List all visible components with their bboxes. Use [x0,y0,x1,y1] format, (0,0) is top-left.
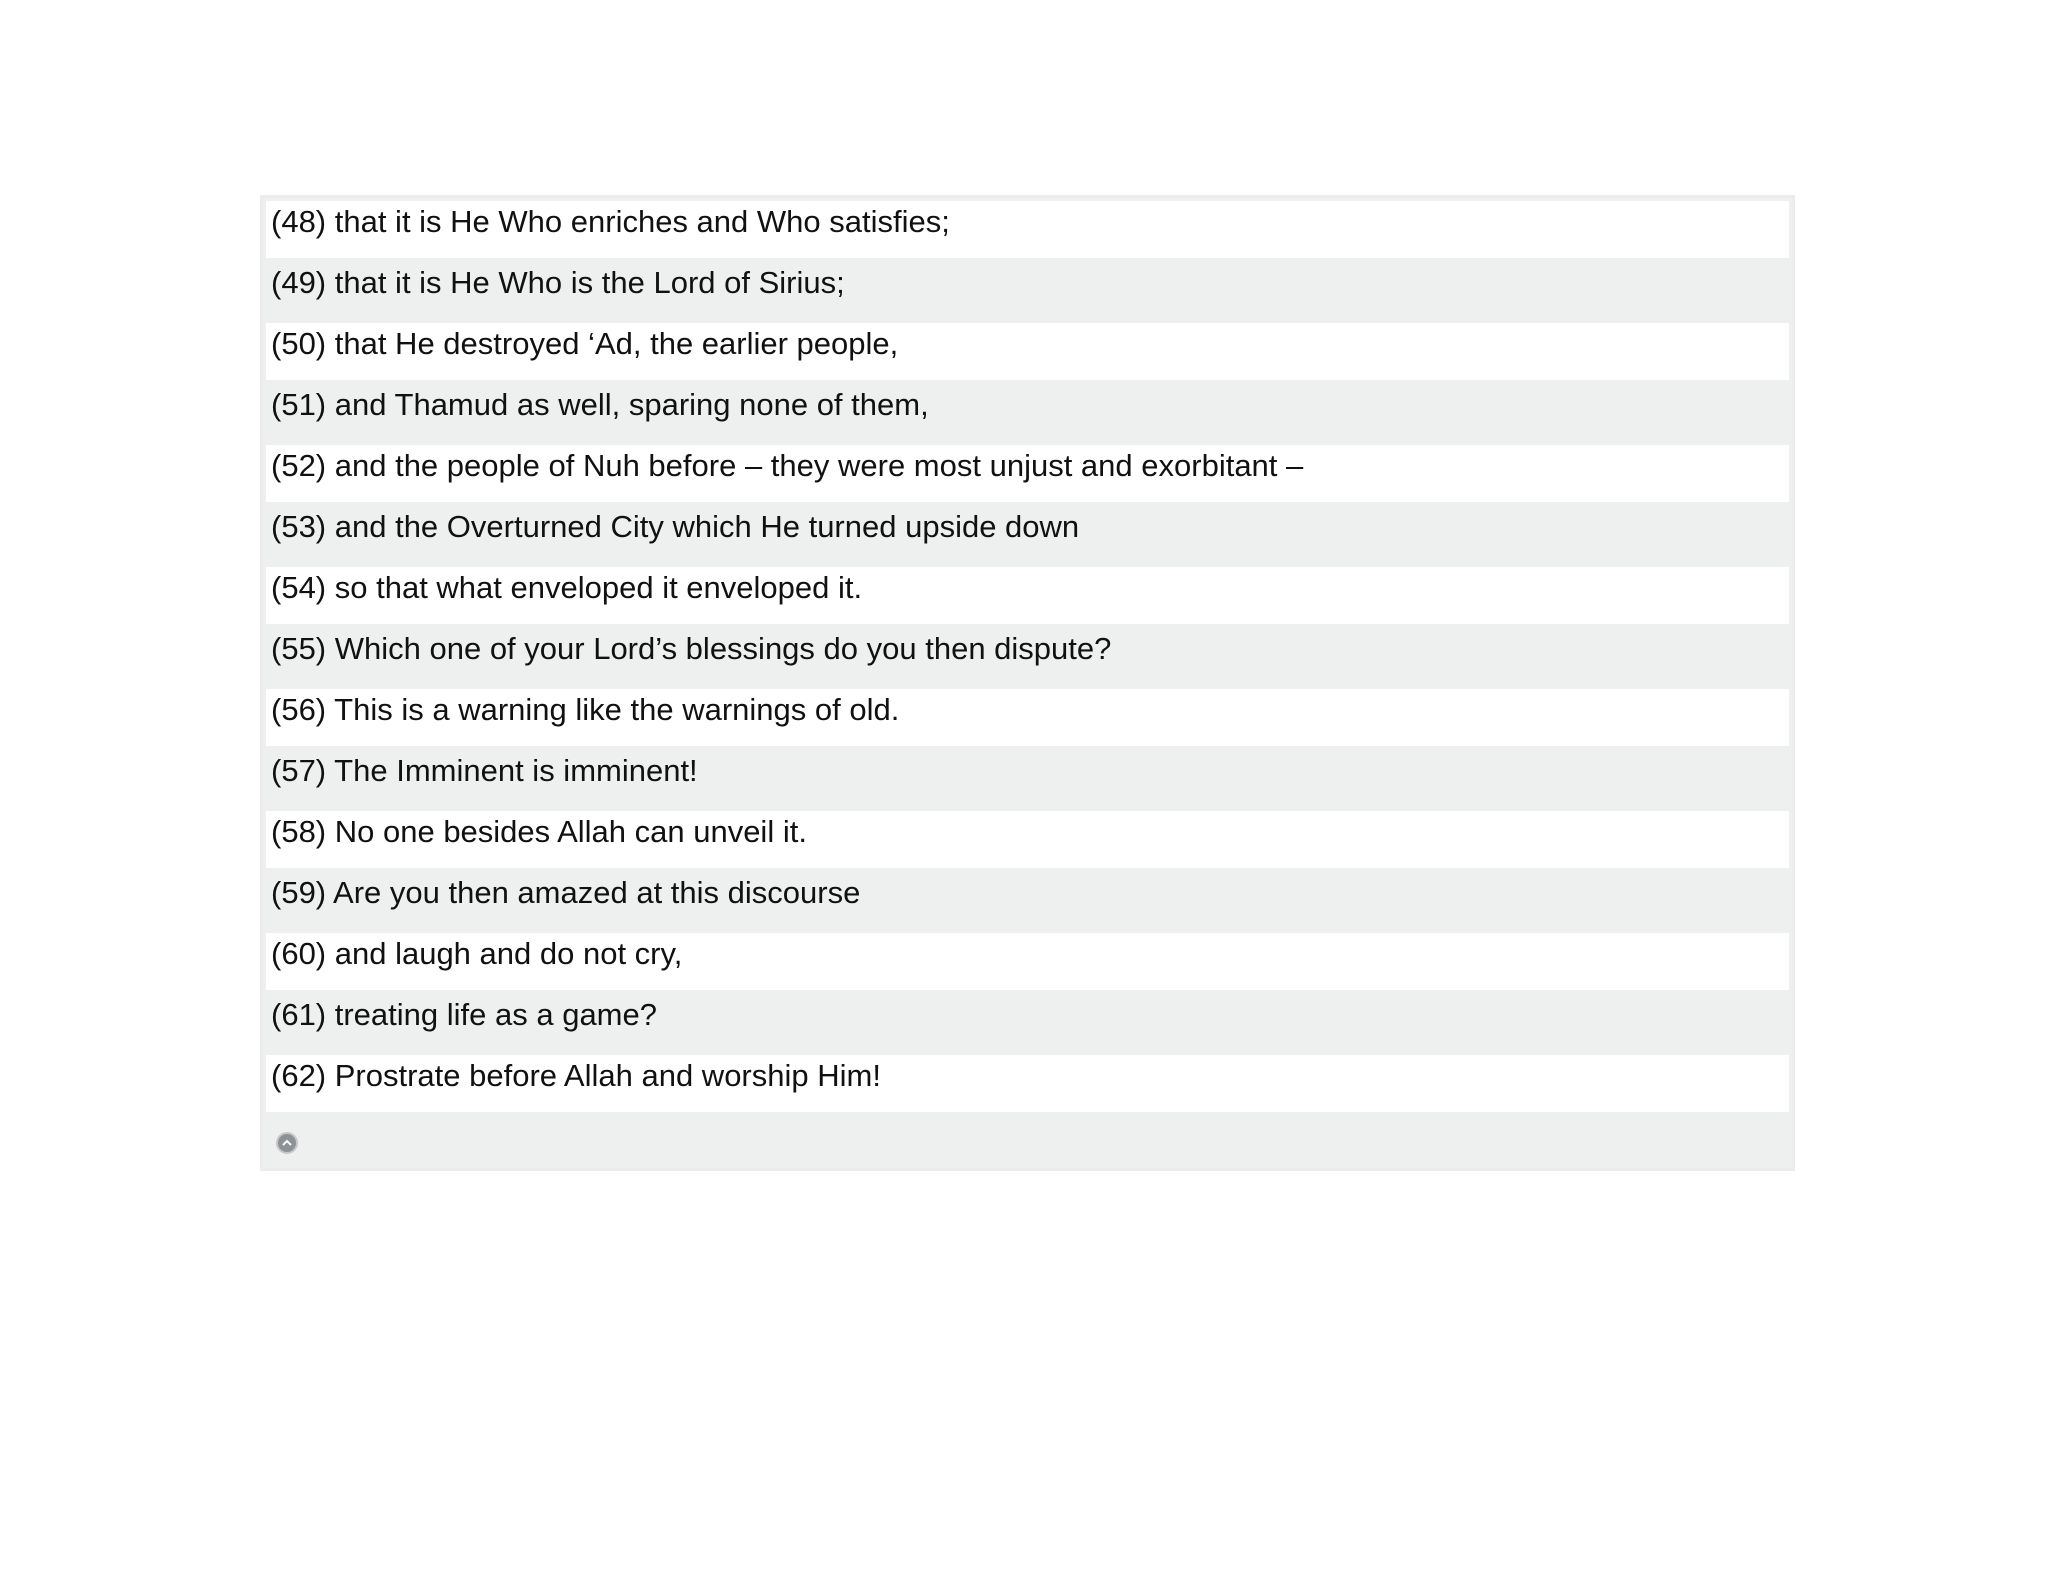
verse-row: (53) and the Overturned City which He turned upside down [266,506,1789,567]
verse-row: (61) treating life as a game? [266,994,1789,1055]
table-footer [266,1116,1789,1168]
verse-row: (49) that it is He Who is the Lord of Sirius; [266,262,1789,323]
verse-row: (58) No one besides Allah can unveil it. [266,811,1789,868]
verse-row: (56) This is a warning like the warnings of old. [266,689,1789,746]
verse-row: (48) that it is He Who enriches and Who satisfies; [266,201,1789,258]
verse-row: (54) so that what enveloped it enveloped it. [266,567,1789,624]
verse-row: (52) and the people of Nuh before – they were most unjust and exorbitant – [266,445,1789,502]
chevron-up-icon [282,1139,292,1147]
verse-row: (62) Prostrate before Allah and worship Him! [266,1055,1789,1112]
verse-row: (50) that He destroyed ‘Ad, the earlier people, [266,323,1789,380]
scroll-to-top-button[interactable] [276,1132,298,1154]
verse-row: (59) Are you then amazed at this discourse [266,872,1789,933]
verse-row: (57) The Imminent is imminent! [266,750,1789,811]
verse-row: (51) and Thamud as well, sparing none of them, [266,384,1789,445]
verse-row: (55) Which one of your Lord’s blessings do you then dispute? [266,628,1789,689]
verse-table [260,195,1795,1171]
verse-row: (60) and laugh and do not cry, [266,933,1789,990]
